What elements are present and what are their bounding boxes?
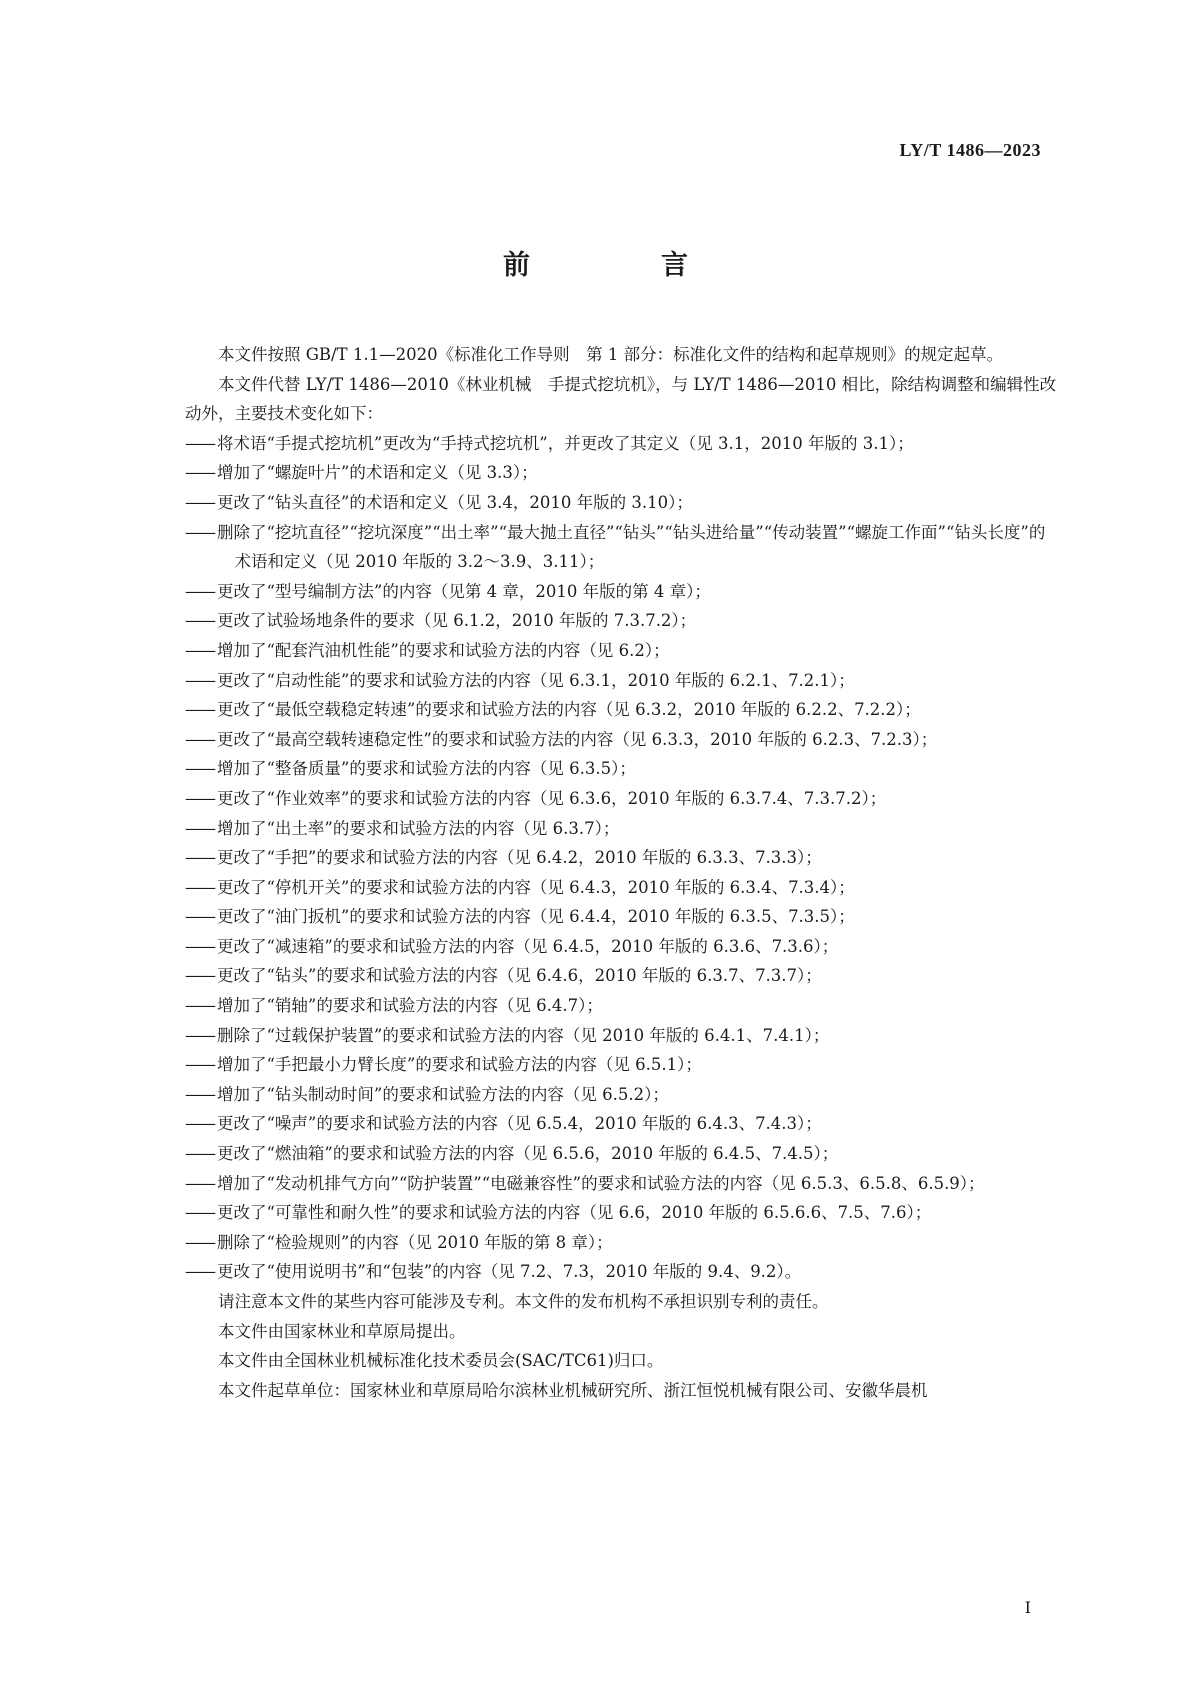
- list-item: —— 更改了“停机开关”的要求和试验方法的内容（见 6.4.3，2010 年版的 6.3.4、7.3.4）；: [185, 873, 1060, 903]
- list-item: —— 增加了“发动机排气方向”“防护装置”“电磁兼容性”的要求和试验方法的内容（见 6.5.3、6.5.8、6.5.9）；: [185, 1169, 1060, 1199]
- list-item: —— 增加了“配套汽油机性能”的要求和试验方法的内容（见 6.2）；: [185, 636, 1060, 666]
- list-item: —— 更改了“启动性能”的要求和试验方法的内容（见 6.3.1，2010 年版的 6.2.1、7.2.1）；: [185, 666, 1060, 696]
- list-item: —— 增加了“手把最小力臂长度”的要求和试验方法的内容（见 6.5.1）；: [185, 1050, 1060, 1080]
- list-item: —— 将术语“手提式挖坑机”更改为“手持式挖坑机”，并更改了其定义（见 3.1，2010 年版的 3.1）；: [185, 429, 1060, 459]
- technical-changes-list: [185, 429, 1060, 1287]
- closing-paragraph: 本文件由国家林业和草原局提出。: [218, 1321, 466, 1341]
- list-item: —— 更改了“型号编制方法”的内容（见第 4 章，2010 年版的第 4 章）；: [185, 577, 1060, 607]
- list-item: —— 删除了“过载保护装置”的要求和试验方法的内容（见 2010 年版的 6.4.1、7.4.1）；: [185, 1021, 1060, 1051]
- list-item: —— 增加了“出土率”的要求和试验方法的内容（见 6.3.7）；: [185, 814, 1060, 844]
- closing-paragraph: 本文件由全国林业机械标准化技术委员会(SAC/TC61)归口。: [218, 1351, 664, 1371]
- list-item: —— 更改了“燃油箱”的要求和试验方法的内容（见 6.5.6，2010 年版的 6.4.5、7.4.5）；: [185, 1139, 1060, 1169]
- list-item: —— 更改了“减速箱”的要求和试验方法的内容（见 6.4.5，2010 年版的 6.3.6、7.3.6）；: [185, 932, 1060, 962]
- list-item: —— 更改了试验场地条件的要求（见 6.1.2，2010 年版的 7.3.7.2）；: [185, 606, 1060, 636]
- list-item: —— 更改了“可靠性和耐久性”的要求和试验方法的内容（见 6.6，2010 年版的 6.5.6.6、7.5、7.6）；: [185, 1198, 1060, 1228]
- list-item: —— 更改了“油门扳机”的要求和试验方法的内容（见 6.4.4，2010 年版的 6.3.5、7.3.5）；: [185, 902, 1060, 932]
- list-item: —— 删除了“检验规则”的内容（见 2010 年版的第 8 章）；: [185, 1228, 1060, 1258]
- foreword-body: [185, 340, 1060, 1405]
- list-item: —— 更改了“作业效率”的要求和试验方法的内容（见 6.3.6，2010 年版的 6.3.7.4、7.3.7.2）；: [185, 784, 1060, 814]
- page-number: I: [1024, 1598, 1031, 1617]
- list-item: —— 更改了“钻头”的要求和试验方法的内容（见 6.4.6，2010 年版的 6.3.7、7.3.7）；: [185, 961, 1060, 991]
- list-item: —— 更改了“最低空载稳定转速”的要求和试验方法的内容（见 6.3.2，2010 年版的 6.2.2、7.2.2）；: [185, 695, 1060, 725]
- closing-paragraph: 请注意本文件的某些内容可能涉及专利。本文件的发布机构不承担识别专利的责任。: [218, 1292, 829, 1311]
- intro-paragraph: 本文件按照 GB/T 1.1—2020《标准化工作导则 第 1 部分：标准化文件的结构和起草规则》的规定起草。: [218, 345, 1004, 364]
- list-item: —— 增加了“销轴”的要求和试验方法的内容（见 6.4.7）；: [185, 991, 1060, 1021]
- list-item: —— 更改了“噪声”的要求和试验方法的内容（见 6.5.4，2010 年版的 6.4.3、7.4.3）；: [185, 1109, 1060, 1139]
- standard-code: LY/T 1486—2023: [899, 140, 1041, 160]
- closing-paragraph: 本文件起草单位：国家林业和草原局哈尔滨林业机械研究所、浙江恒悦机械有限公司、安徽华晨机: [218, 1380, 928, 1400]
- list-item: —— 更改了“使用说明书”和“包装”的内容（见 7.2、7.3，2010 年版的 9.4、9.2）。: [185, 1257, 1060, 1287]
- list-item: —— 增加了“整备质量”的要求和试验方法的内容（见 6.3.5）；: [185, 754, 1060, 784]
- list-item: —— 更改了“手把”的要求和试验方法的内容（见 6.4.2，2010 年版的 6.3.3、7.3.3）；: [185, 843, 1060, 873]
- list-item: —— 删除了“挖坑直径”“挖坑深度”“出土率”“最大抛土直径”“钻头”“钻头进给量”“传动装置”“螺旋工作面”“钻头长度”的术语和定义（见 2010 年版的 3.2～3.9、3.11）；: [185, 518, 1060, 577]
- list-item: —— 增加了“螺旋叶片”的术语和定义（见 3.3）；: [185, 458, 1060, 488]
- list-item: —— 更改了“最高空载转速稳定性”的要求和试验方法的内容（见 6.3.3，2010 年版的 6.2.3、7.2.3）；: [185, 725, 1060, 755]
- intro-paragraph: 本文件代替 LY/T 1486—2010《林业机械 手提式挖坑机》，与 LY/T 1486—2010 相比，除结构调整和编辑性改动外，主要技术变化如下：: [185, 374, 1057, 424]
- list-item: —— 增加了“钻头制动时间”的要求和试验方法的内容（见 6.5.2）；: [185, 1080, 1060, 1110]
- list-item: —— 更改了“钻头直径”的术语和定义（见 3.4，2010 年版的 3.10）；: [185, 488, 1060, 518]
- page-title: 前 言: [503, 250, 740, 281]
